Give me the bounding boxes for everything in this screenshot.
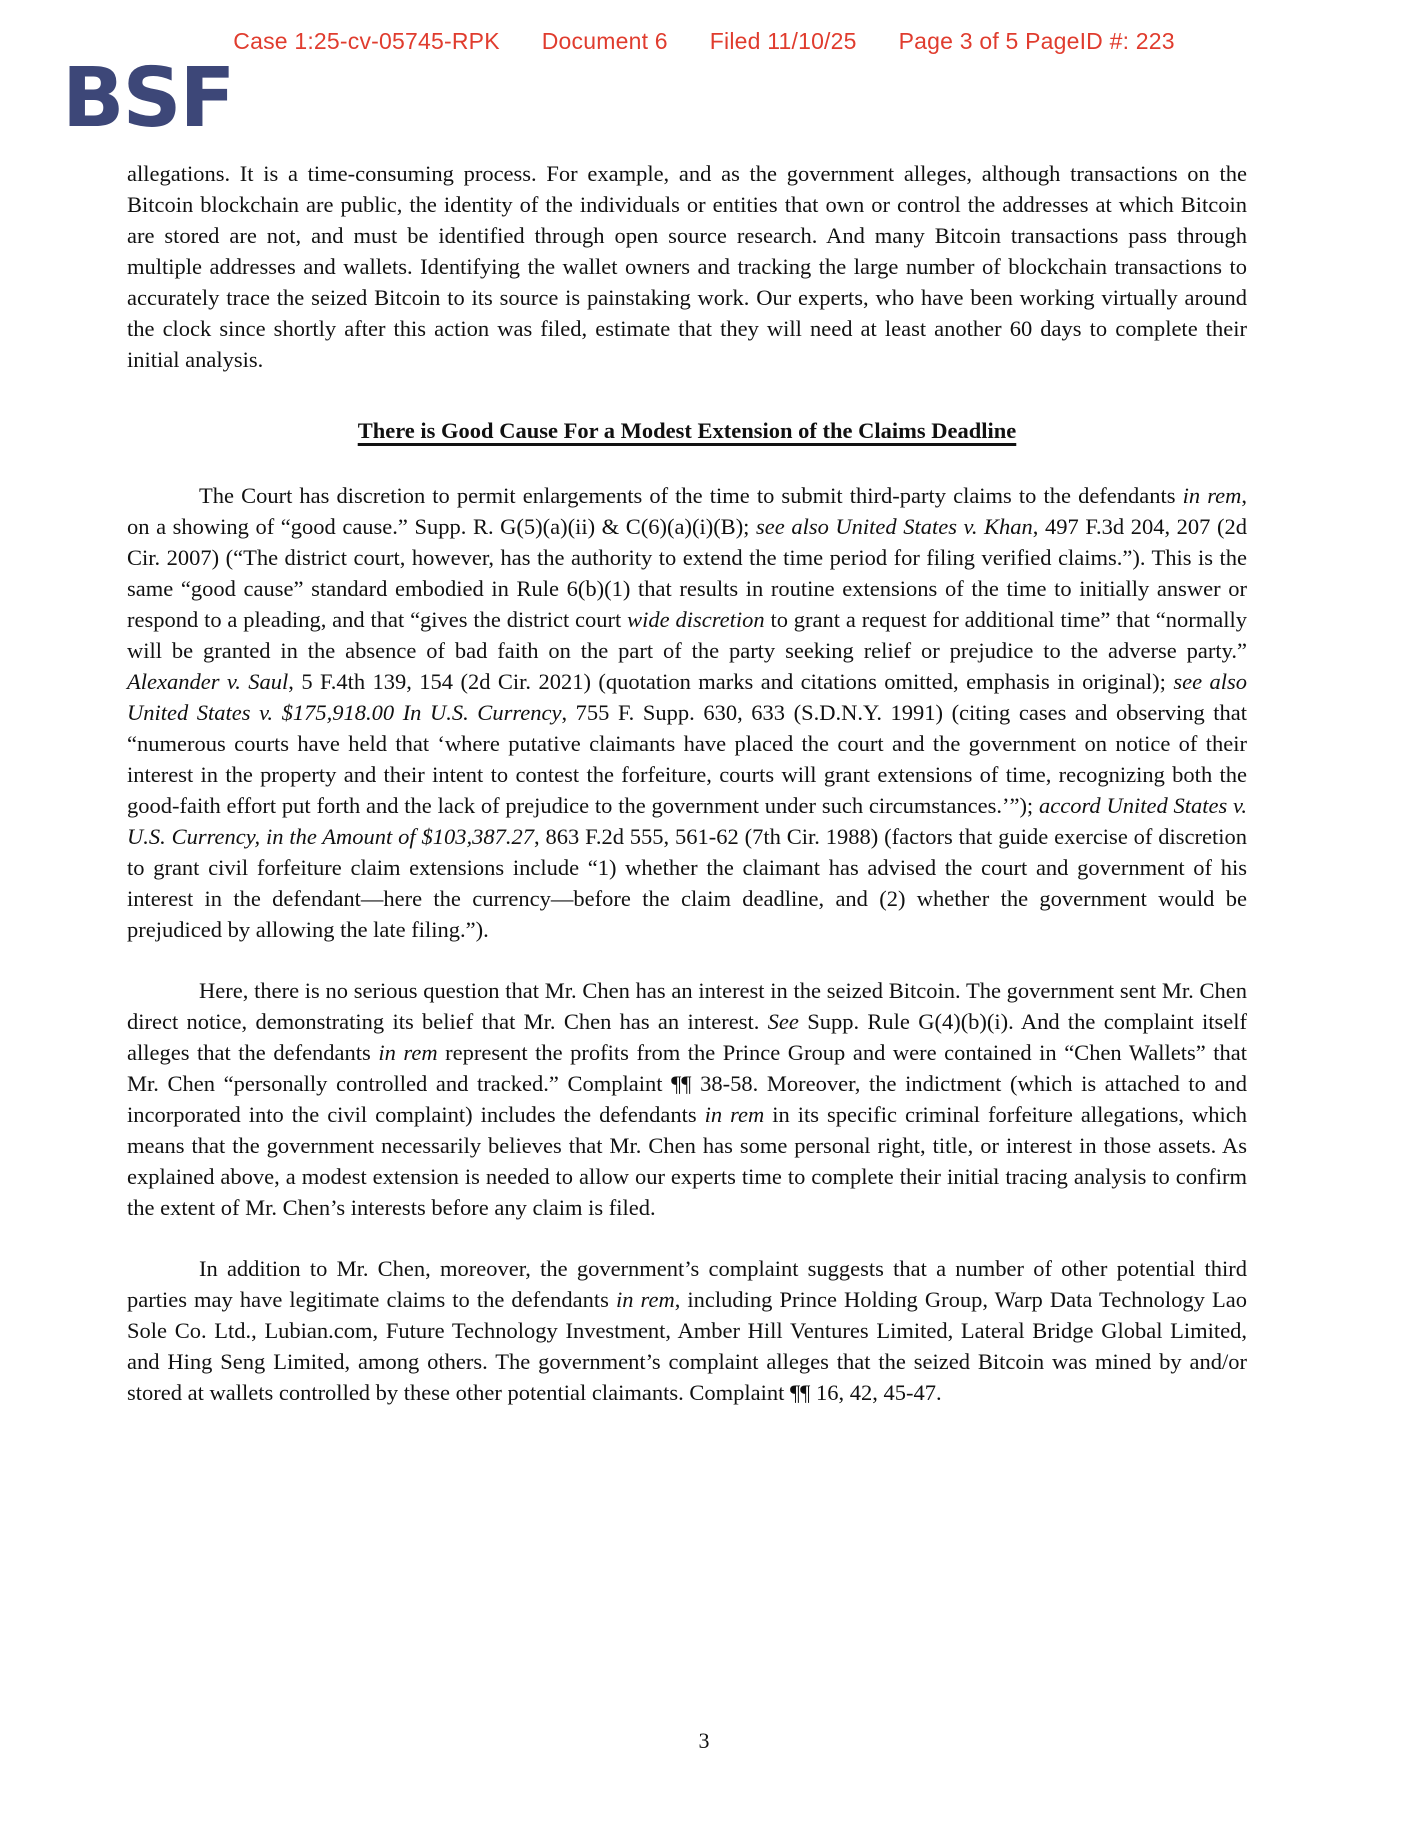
filed-date: Filed 11/10/25 (709, 28, 857, 54)
paragraph-analysis-time: allegations. It is a time-consuming process. For example, and as the government alleges, although transactions on the Bitcoin blockchain are public, the identity of the individuals or entities that own or control the addresses at which Bitcoin are stored are not, and must be identified through open source research. And many Bitcoin transactions pass through multiple addresses and wallets. Identifying the wallet owners and tracking the large number of blockchain transactions to accurately trace the seized Bitcoin to its source is painstaking work. Our experts, who have been working virtually around the clock since shortly after this action was filed, estimate that they will need at least another 60 days to complete their initial analysis. (127, 161, 1247, 372)
section-heading (127, 415, 1247, 446)
paragraph-chen-interest: Here, there is no serious question that Mr. Chen has an interest in the seized Bitcoin. The government sent Mr. Chen direct notice, demonstrating its belief that Mr. Chen has an interest. See Supp. Rule G(4)(b)(i). And the complaint itself alleges that the defendants in rem represent the profits from the Prince Group and were contained in “Chen Wallets” that Mr. Chen “personally controlled and tracked.” Complaint ¶¶ 38-58. Moreover, the indictment (which is attached to and incorporated into the civil complaint) includes the defendants in rem in its specific criminal forfeiture allegations, which means that the government necessarily believes that Mr. Chen has some personal right, title, or interest in those assets. As explained above, a modest extension is needed to allow our experts time to complete their initial tracing analysis to confirm the extent of Mr. Chen’s interests before any claim is filed. (127, 978, 1248, 1220)
section-heading-text: There is Good Cause For a Modest Extension of the Claims Deadline (357, 418, 1017, 443)
paragraph-good-cause-standard: The Court has discretion to permit enlargements of the time to submit third-party claims to the defendants in rem, on a showing of “good cause.” Supp. R. G(5)(a)(ii) & C(6)(a)(i)(B); see also United States v. Khan, 497 F.3d 204, 207 (2d Cir. 2007) (“The district court, however, has the authority to extend the time period for filing verified claims.”). This is the same “good cause” standard embodied in Rule 6(b)(1) that results in routine extensions of the time to initially answer or respond to a pleading, and that “gives the district court wide discretion to grant a request for additional time” that “normally will be granted in the absence of bad faith on the part of the party seeking relief or prejudice to the adverse party.” Alexander v. Saul, 5 F.4th 139, 154 (2d Cir. 2021) (quotation marks and citations omitted, emphasis in original); see also United States v. $175,918.00 In U.S. Currency, 755 F. Supp. 630, 633 (S.D.N.Y. 1991) (citing cases and observing that “numerous courts have held that ‘where putative claimants have placed the court and the government on notice of their interest in the property and their intent to contest the forfeiture, courts will grant extensions of time, recognizing both the good-faith effort put forth and the lack of prejudice to the government under such circumstances.’”); accord United States v. U.S. Currency, in the Amount of $103,387.27, 863 F.2d 555, 561-62 (7th Cir. 1988) (factors that guide exercise of discretion to grant civil forfeiture claim extensions include “1) whether the claimant has advised the court and government of his interest in the defendant—here the currency—before the claim deadline, and (2) whether the government would be prejudiced by allowing the late filing.”). (127, 483, 1248, 942)
document-number: Document 6 (541, 28, 668, 54)
bsf-logo: BSF (62, 51, 234, 146)
document-body (127, 158, 1247, 1438)
page-number: 3 (698, 1728, 710, 1753)
page-id: Page 3 of 5 PageID #: 223 (898, 28, 1175, 54)
case-number: Case 1:25-cv-05745-RPK (233, 28, 500, 54)
paragraph-other-claimants: In addition to Mr. Chen, moreover, the government’s complaint suggests that a number of other potential third parties may have legitimate claims to the defendants in rem, including Prince Holding Group, Warp Data Technology Lao Sole Co. Ltd., Lubian.com, Future Technology Investment, Amber Hill Ventures Limited, Lateral Bridge Global Limited, and Hing Seng Limited, among others. The government’s complaint alleges that the seized Bitcoin was mined by and/or stored at wallets controlled by these other potential claimants. Complaint ¶¶ 16, 42, 45-47. (127, 1256, 1247, 1405)
